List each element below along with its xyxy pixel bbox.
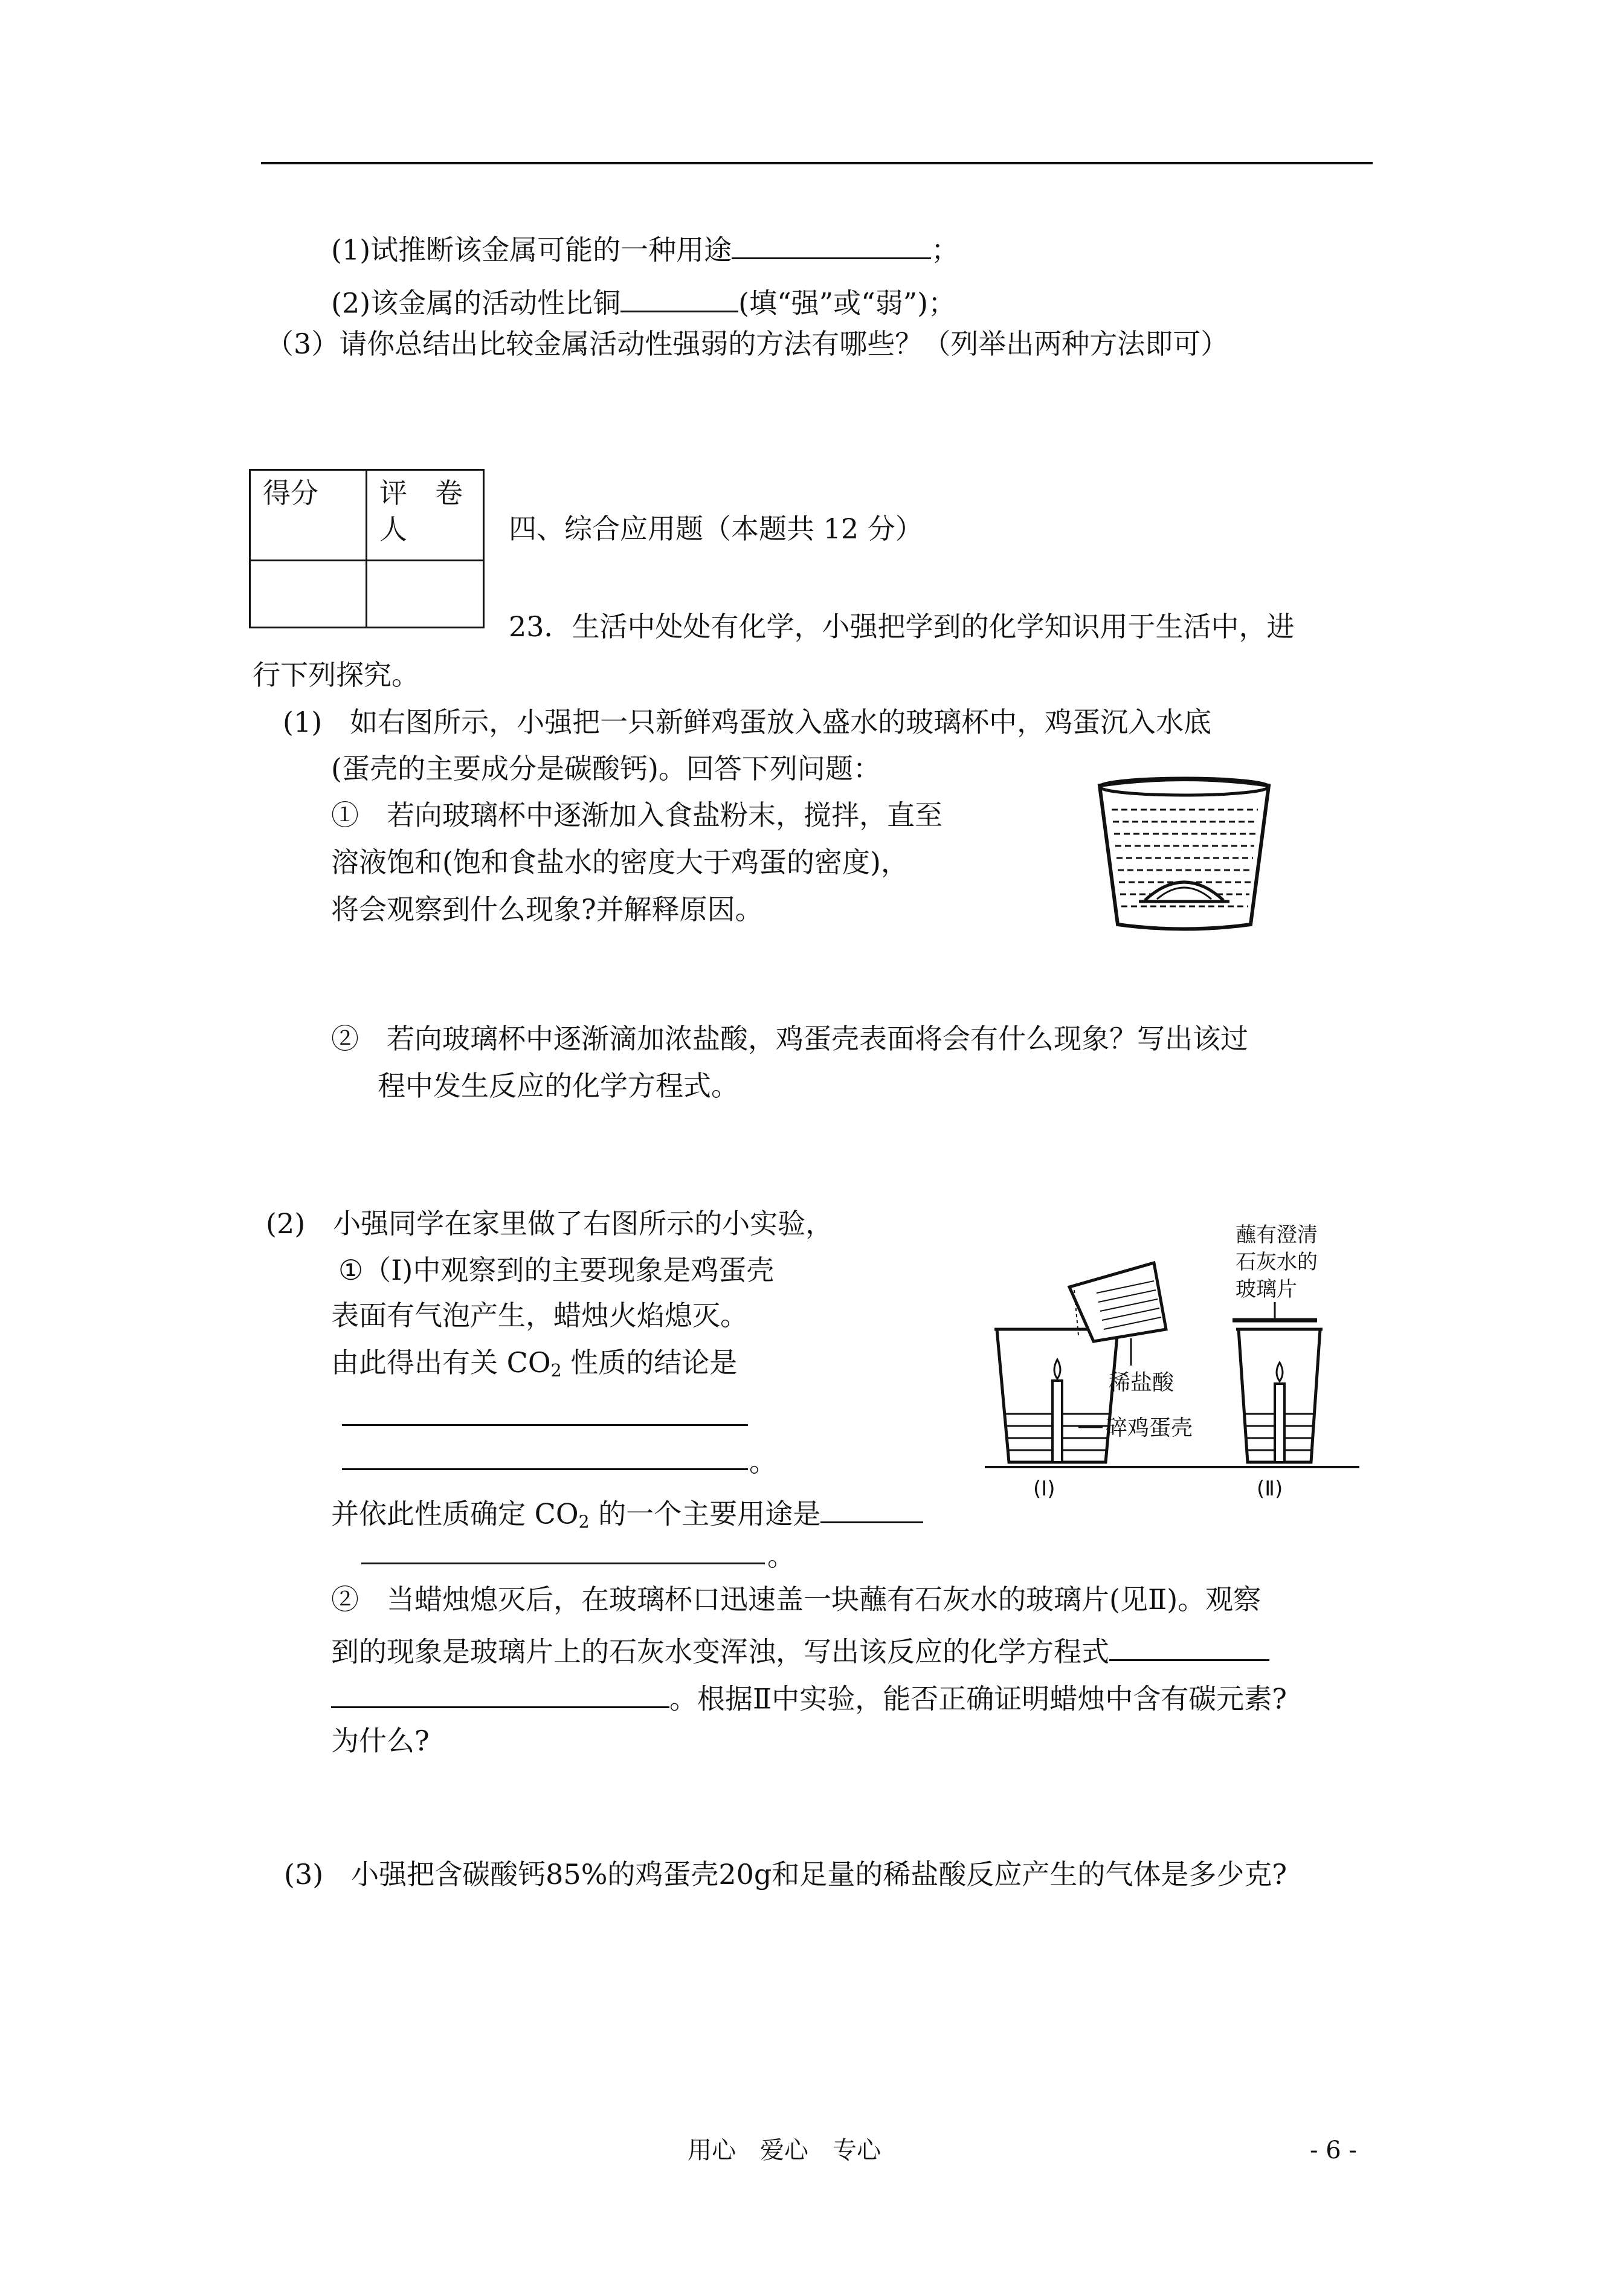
q22-sub2: [331, 282, 956, 320]
q23-part3: (3) 小强把含碳酸钙85%的鸡蛋壳20g和足量的稀盐酸反应产生的气体是多少克?: [284, 1858, 1287, 1891]
q22-sub2-answer-line: [620, 282, 738, 312]
co2-conclusion-suffix: 性质的结论是: [561, 1346, 738, 1379]
candle-experiment-figure: [973, 1214, 1396, 1505]
q23-part1-q1-line3: 将会观察到什么现象?并解释原因。: [331, 893, 763, 926]
q23-part2-q2-line1: ② 当蜡烛熄灭后，在玻璃杯口迅速盖一块蘸有石灰水的玻璃片(见Ⅱ)。观察: [331, 1583, 1262, 1616]
q22-sub3: （3）请你总结出比较金属活动性强弱的方法有哪些？（列举出两种方法即可）: [266, 327, 1229, 360]
q23-part2-q2-line2: [331, 1630, 1269, 1668]
label-I: (Ⅰ): [1033, 1477, 1055, 1501]
eggshell-label: 碎鸡蛋壳: [1106, 1416, 1193, 1440]
q23-part1-q2-line2: 程中发生反应的化学方程式。: [378, 1069, 739, 1102]
q23-part2-line1: (2) 小强同学在家里做了右图所示的小实验，: [266, 1207, 834, 1240]
co2-use-answer-line-2: [361, 1563, 765, 1564]
co2-use-prefix: 并依此性质确定 CO: [331, 1497, 579, 1530]
grader-header-line1: 评 卷: [379, 477, 463, 509]
q23-part1-line2: (蛋壳的主要成分是碳酸钙)。回答下列问题：: [331, 752, 881, 785]
co2-use-answer-line: [820, 1492, 923, 1523]
glass-slide-label-2: 石灰水的: [1236, 1250, 1318, 1274]
footer-motto: 用心 爱心 专心: [688, 2137, 881, 2164]
glass-II: [1232, 1320, 1323, 1462]
egg-glass-figure: [1088, 773, 1281, 937]
section4-title: 四、综合应用题（本题共 12 分）: [509, 512, 923, 545]
co2-conclusion-prefix: 由此得出有关 CO: [331, 1346, 551, 1379]
grader-header-line2: 人: [379, 512, 407, 546]
q22-sub1: [331, 228, 959, 266]
q23-part2-q2-line4: 为什么?: [331, 1724, 430, 1757]
q23-intro-line1: 23．生活中处处有化学，小强把学到的化学知识用于生活中，进: [509, 610, 1295, 643]
equation-answer-line-2: [331, 1677, 669, 1708]
q23-part1-q2-line1: ② 若向玻璃杯中逐渐滴加浓盐酸，鸡蛋壳表面将会有什么现象？写出该过: [331, 1022, 1248, 1055]
co2-use-subscript: 2: [578, 1512, 590, 1532]
glass-slide-label-1: 蘸有澄清: [1236, 1223, 1318, 1247]
conclusion-period: 。: [749, 1445, 777, 1478]
q23-part2-q1-line3: [331, 1346, 737, 1381]
q23-part2-q2-line3: [331, 1677, 1287, 1715]
q22-sub2-suffix: (填“强”或“弱”)；: [738, 286, 956, 320]
conclusion-answer-line-2: [342, 1468, 748, 1470]
grader-cell: [367, 561, 484, 628]
label-II: (Ⅱ): [1257, 1477, 1283, 1501]
q23-part2-q1-line1: ①（Ⅰ)中观察到的主要现象是鸡蛋壳: [338, 1254, 775, 1286]
glass-I: [994, 1329, 1120, 1462]
q22-sub1-suffix: ；: [931, 233, 959, 266]
co2-subscript: 2: [550, 1361, 562, 1381]
q22-sub1-text: (1)试推断该金属可能的一种用途: [331, 233, 732, 266]
acid-label: 稀盐酸: [1109, 1370, 1174, 1395]
conclusion-answer-line-1: [342, 1424, 748, 1426]
score-cell: [250, 561, 367, 628]
co2-use-period: 。: [767, 1540, 795, 1572]
q23-part2-q2-line2-text: 到的现象是玻璃片上的石灰水变浑浊，写出该反应的化学方程式: [331, 1635, 1109, 1668]
acid-beaker: [1069, 1263, 1166, 1366]
q23-part2-q1-line2: 表面有气泡产生，蜡烛火焰熄灭。: [331, 1299, 748, 1332]
q23-intro-line2: 行下列探究。: [253, 659, 419, 691]
grader-header: [367, 470, 484, 561]
q22-sub1-answer-line: [732, 228, 931, 259]
header-rule: [261, 162, 1373, 164]
q23-part2-use: [331, 1492, 923, 1533]
co2-use-suffix: 的一个主要用途是: [589, 1497, 821, 1530]
q22-sub2-text: (2)该金属的活动性比铜: [331, 286, 621, 320]
page-number: - 6 -: [1310, 2137, 1357, 2164]
glass-slide-label-3: 玻璃片: [1236, 1277, 1297, 1301]
q23-part2-q2-line3-text: 。根据Ⅱ中实验，能否正确证明蜡烛中含有碳元素?: [669, 1682, 1287, 1715]
score-header: 得分: [250, 470, 367, 561]
q23-part1-line1: (1) 如右图所示，小强把一只新鲜鸡蛋放入盛水的玻璃杯中，鸡蛋沉入水底: [283, 706, 1212, 738]
q23-part1-q1-line1: ① 若向玻璃杯中逐渐加入食盐粉末，搅拌，直至: [331, 799, 942, 831]
score-table: [249, 469, 485, 628]
equation-answer-line: [1109, 1630, 1269, 1661]
q23-part1-q1-line2: 溶液饱和(饱和食盐水的密度大于鸡蛋的密度)，: [331, 846, 909, 879]
